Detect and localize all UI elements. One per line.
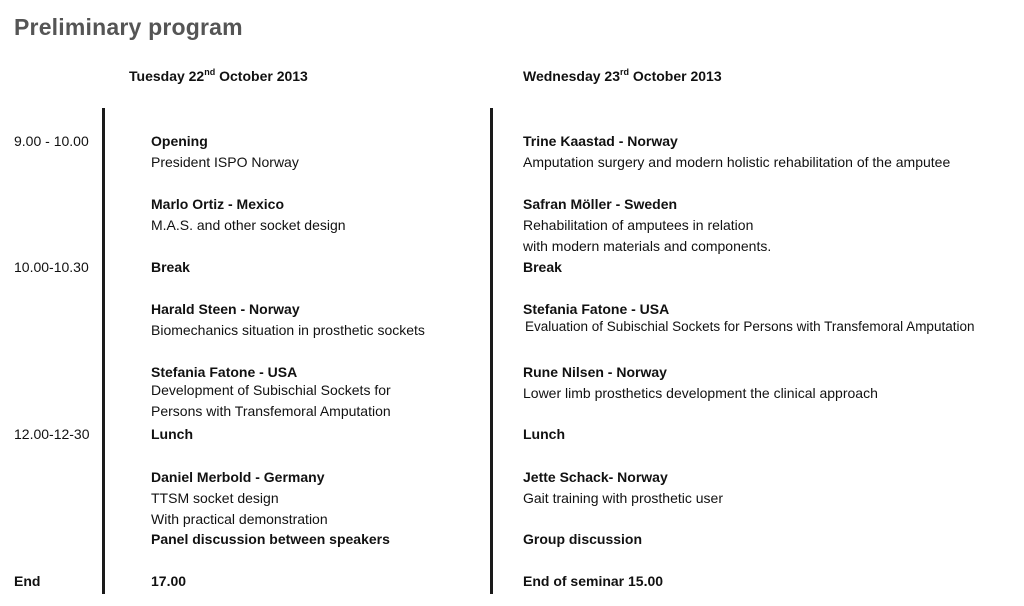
speaker-name: Rune Nilsen - Norway — [523, 364, 667, 380]
time-slot: 9.00 - 10.00 — [14, 133, 89, 149]
time-slot: 10.00-10.30 — [14, 259, 89, 275]
day-header-ordinal: rd — [620, 67, 630, 77]
group-discussion: Group discussion — [523, 531, 643, 547]
talk-title: Persons with Transfemoral Amputation — [151, 403, 391, 419]
talk-title: M.A.S. and other socket design — [151, 217, 346, 233]
page-title: Preliminary program — [14, 14, 243, 40]
speaker-name: Daniel Merbold - Germany — [151, 469, 325, 485]
talk-title: Lower limb prosthetics development the clinical approach — [523, 385, 878, 401]
speaker-name: Marlo Ortiz - Mexico — [151, 196, 285, 212]
day-header-text: Wednesday 23 — [523, 68, 621, 84]
end-time: End of seminar 15.00 — [523, 573, 664, 589]
speaker-name: Stefania Fatone - USA — [523, 301, 670, 317]
panel-discussion: Panel discussion between speakers — [151, 531, 390, 547]
day-header-tuesday — [129, 68, 308, 84]
talk-title: Biomechanics situation in prosthetic sockets — [151, 322, 425, 338]
talk-title: Amputation surgery and modern holistic rehabilitation of the amputee — [523, 154, 951, 170]
talk-title: TTSM socket design — [151, 490, 279, 506]
break-label: Break — [151, 259, 190, 275]
day-header-text: Tuesday 22 — [129, 68, 205, 84]
time-slot: 12.00-12-30 — [14, 426, 90, 442]
talk-title: Rehabilitation of amputees in relation — [523, 217, 754, 233]
day-header-ordinal: nd — [204, 67, 216, 77]
lunch-label: Lunch — [523, 426, 565, 442]
speaker-name: Safran Möller - Sweden — [523, 196, 678, 212]
day-header-text: October 2013 — [215, 68, 308, 84]
day-header-text: October 2013 — [629, 68, 722, 84]
column-divider-left — [102, 108, 105, 594]
session-desc: President ISPO Norway — [151, 154, 299, 170]
time-slot-end: End — [14, 573, 41, 589]
column-divider-right — [490, 108, 493, 594]
speaker-name: Stefania Fatone - USA — [151, 364, 298, 380]
break-label: Break — [523, 259, 562, 275]
talk-title: Evaluation of Subischial Sockets for Persons with Transfemoral Amputation — [525, 319, 975, 334]
talk-title: Gait training with prosthetic user — [523, 490, 723, 506]
day-header-wednesday — [523, 68, 722, 84]
speaker-name: Jette Schack- Norway — [523, 469, 668, 485]
lunch-label: Lunch — [151, 426, 193, 442]
speaker-name: Harald Steen - Norway — [151, 301, 300, 317]
talk-title: With practical demonstration — [151, 511, 328, 527]
talk-title: Development of Subischial Sockets for — [151, 382, 391, 398]
end-time: 17.00 — [151, 573, 187, 589]
talk-title: with modern materials and components. — [523, 238, 772, 254]
speaker-name: Trine Kaastad - Norway — [523, 133, 678, 149]
session-title: Opening — [151, 133, 208, 149]
